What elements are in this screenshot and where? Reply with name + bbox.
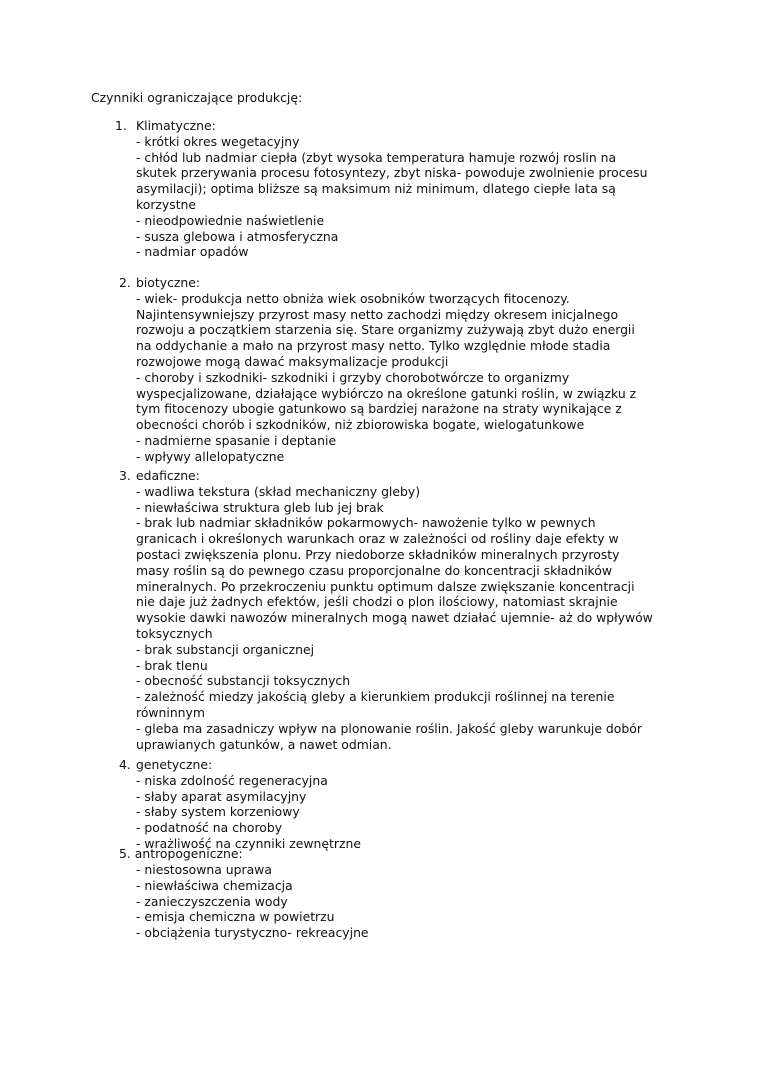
section-2-line: - wpływy allelopatyczne (136, 448, 285, 464)
section-4-body (136, 757, 676, 852)
section-3-line: nie daje już żadnych efektów, jeśli chodzi o plon ilościowy, natomiast skrajnie (136, 594, 618, 610)
section-5-body (136, 862, 676, 941)
document-title: Czynniki ograniczające produkcję: (91, 90, 303, 105)
section-1-line: skutek przerywania procesu fotosyntezy, zbyt niska- powoduje zwolnienie procesu (136, 165, 648, 181)
section-3-line: - obecność substancji toksycznych (136, 673, 351, 689)
section-1-line: asymilacji); optima bliższe są maksimum niż minimum, dlatego ciepłe lata są (136, 181, 616, 197)
section-3-line: - brak tlenu (136, 657, 208, 673)
section-3-line: mineralnych. Po przekroczeniu punktu optimum dalsze zwiększanie koncentracji (136, 578, 635, 594)
section-3-line: wysokie dawki nawozów mineralnych mogą nawet działać ujemnie- aż do wpływów (136, 610, 653, 626)
section-3-line: - brak lub nadmiar składników pokarmowych- nawożenie tylko w pewnych (136, 515, 596, 531)
section-3-line: - wadliwa tekstura (skład mechaniczny gleby) (136, 483, 421, 499)
section-3-line: granicach i określonych warunkach oraz w zależności od rośliny daje efekty w (136, 531, 619, 547)
section-3-line: uprawianych gatunków, a nawet odmian. (136, 736, 392, 752)
section-1-line: - nadmiar opadów (136, 244, 249, 260)
section-4-line: - niska zdolność regeneracyjna (136, 772, 328, 788)
section-1-line: - chłód lub nadmiar ciepła (zbyt wysoka temperatura hamuje rozwój roslin na (136, 149, 617, 165)
section-2-line: na oddychanie a mało na przyrost masy netto. Tylko względnie młode stadia (136, 338, 611, 354)
section-4-line: - podatność na choroby (136, 820, 283, 836)
section-5-line: - niestosowna uprawa (136, 862, 272, 877)
section-1-line: - nieodpowiednie naświetlenie (136, 212, 325, 228)
section-4-heading: genetyczne: (136, 757, 213, 772)
section-2-number: 2. (119, 275, 131, 290)
section-5-line: - emisja chemiczna w powietrzu (136, 909, 335, 925)
section-3-line: - niewłaściwa struktura gleb lub jej brak (136, 499, 384, 515)
section-1-line: - susza glebowa i atmosferyczna (136, 228, 339, 244)
section-1-line: korzystne (136, 196, 197, 212)
section-2-line: rozwoju a początkiem starzenia się. Stare organizmy zużywają zbyt dużo energii (136, 322, 635, 338)
section-2-line: rozwojowe mogą dawać maksymalizacje produkcji (136, 353, 449, 369)
section-5-line: - niewłaściwa chemizacja (136, 877, 293, 893)
section-1-line: - krótki okres wegetacyjny (136, 133, 300, 149)
section-3-line: równinnym (136, 704, 205, 720)
section-2-line: Najintensywniejszy przyrost masy netto zachodzi między okresem inicjalnego (136, 306, 619, 322)
section-3-line: toksycznych (136, 625, 213, 641)
section-2-line: tym fitocenozy ubogie gatunkowo są bardziej narażone na straty wynikające z (136, 401, 622, 417)
section-5-line: - zanieczyszczenia wody (136, 893, 288, 909)
section-4-number: 4. (119, 757, 131, 772)
section-2-line: obecności chorób i szkodników, niż zbiorowiska bogate, wielogatunkowe (136, 417, 585, 433)
section-3-line: masy roślin są do pewnego czasu proporcjonalne do koncentracji składników (136, 562, 612, 578)
section-5-line: - obciążenia turystyczno- rekreacyjne (136, 925, 369, 941)
section-4-line: - słaby aparat asymilacyjny (136, 788, 307, 804)
section-3-line: postaci zwiększenia plonu. Przy niedoborze składników mineralnych przyrosty (136, 546, 620, 562)
section-3-line: - gleba ma zasadniczy wpływ na plonowanie roślin. Jakość gleby warunkuje dobór (136, 720, 642, 736)
section-2-line: - nadmierne spasanie i deptanie (136, 432, 337, 448)
section-2-body (136, 275, 676, 465)
section-3-body (136, 468, 676, 752)
section-3-heading: edaficzne: (136, 468, 200, 483)
section-3-line: - zależność miedzy jakością gleby a kierunkiem produkcji roślinnej na terenie (136, 689, 615, 705)
section-2-line: - wiek- produkcja netto obniża wiek osobników tworzących fitocenozy. (136, 290, 570, 306)
section-3-number: 3. (119, 468, 131, 483)
section-1-body (136, 118, 676, 260)
section-4-line: - słaby system korzeniowy (136, 804, 300, 820)
section-1-heading: Klimatyczne: (136, 118, 216, 133)
section-5-heading: 5. antropogeniczne: (119, 846, 243, 861)
section-3-line: - brak substancji organicznej (136, 641, 315, 657)
section-1-number: 1. (115, 118, 127, 133)
section-2-heading: biotyczne: (136, 275, 201, 290)
section-2-line: wyspecjalizowane, działające wybiórczo na określone gatunki roślin, w związku z (136, 385, 637, 401)
section-2-line: - choroby i szkodniki- szkodniki i grzyby chorobotwórcze to organizmy (136, 369, 570, 385)
section-4-line: - wrażliwość na czynniki zewnętrzne (136, 835, 361, 851)
